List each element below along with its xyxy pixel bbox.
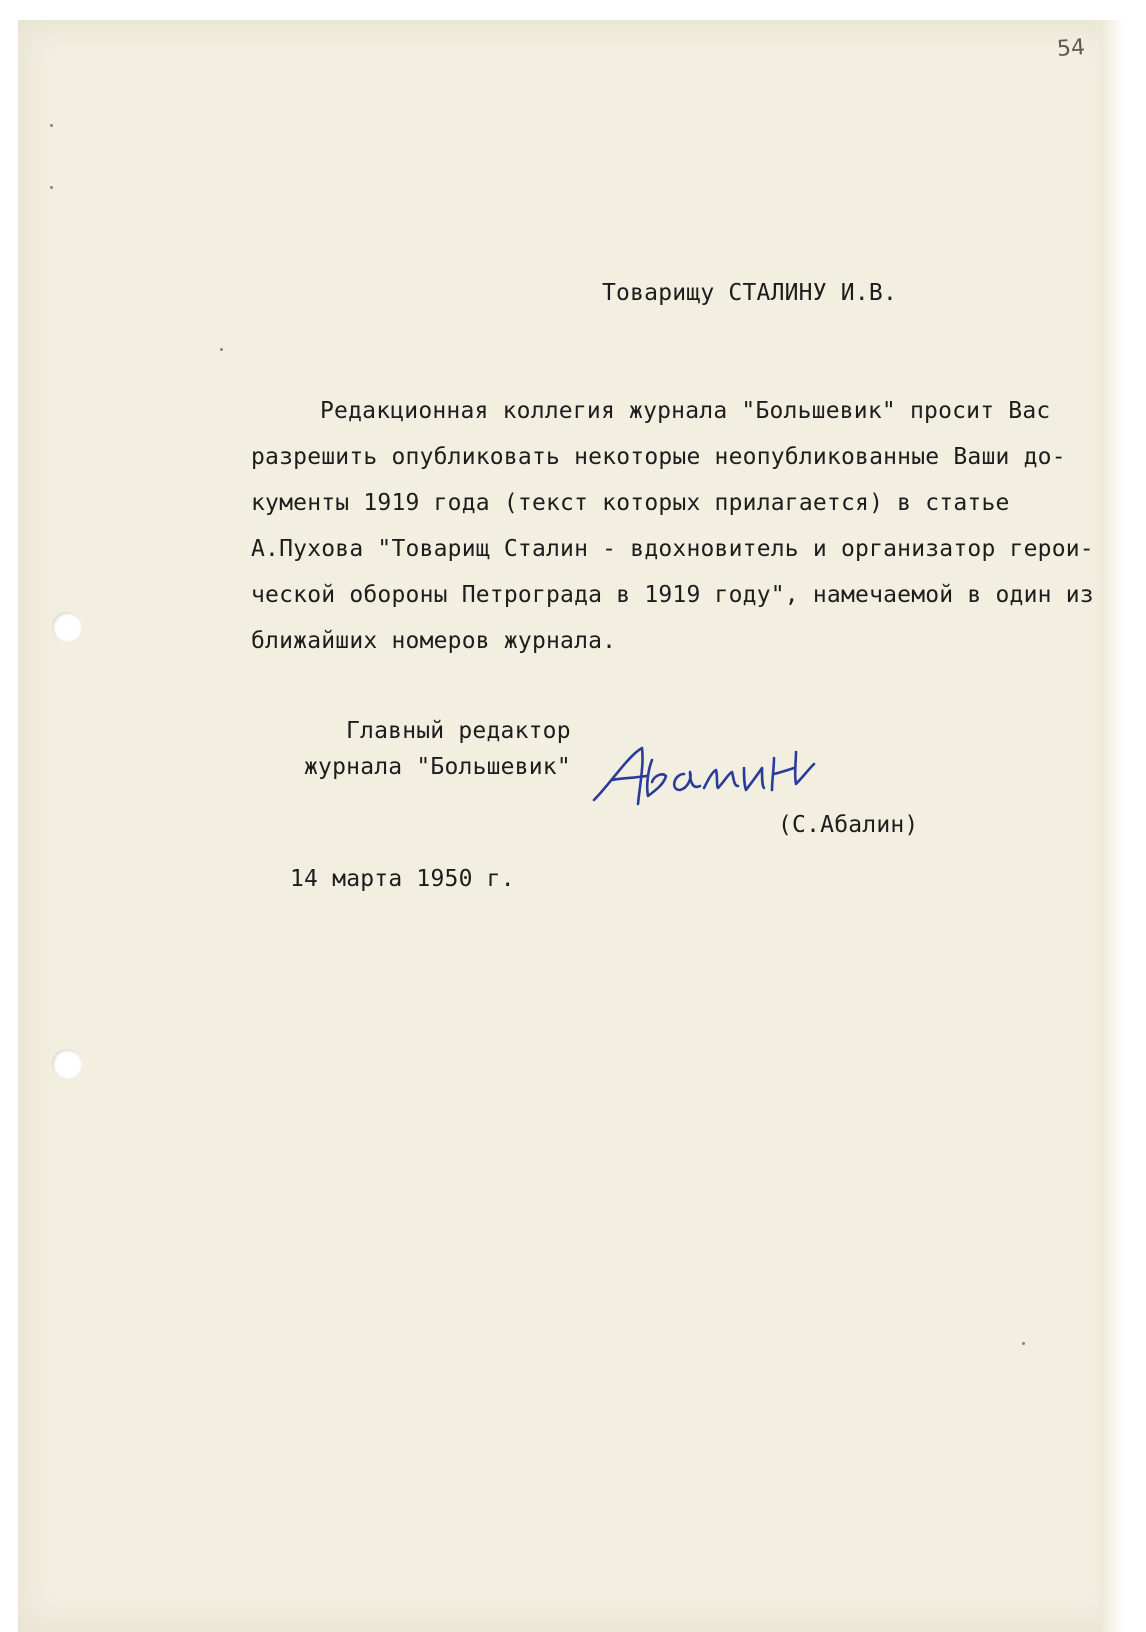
- body-line-6: ближайших номеров журнала.: [251, 628, 617, 654]
- body-line-5: ческой обороны Петрограда в 1919 году", намечаемой в один из: [251, 582, 1094, 608]
- body-line-2: разрешить опубликовать некоторые неопубликованные Ваши до-: [251, 444, 1066, 470]
- signatory-name: (С.Абалин): [778, 812, 919, 838]
- body-line-4: А.Пухова "Товарищ Сталин - вдохновитель и организатор герои-: [251, 536, 1094, 562]
- body-line-3: кументы 1919 года (текст которых прилагается) в статье: [251, 490, 1010, 516]
- body-line-1: Редакционная коллегия журнала "Большевик" просит Вас: [320, 398, 1051, 424]
- paper-speck: [1022, 1342, 1025, 1345]
- archive-page-number: 54: [1056, 35, 1086, 62]
- document-date: 14 марта 1950 г.: [290, 866, 515, 892]
- signatory-title-line1: Главный редактор: [346, 718, 571, 744]
- addressee: Товарищу СТАЛИНУ И.В.: [602, 280, 897, 306]
- paper-speck: [50, 124, 53, 127]
- punch-hole-top: [52, 612, 82, 642]
- paper-sheet: [18, 20, 1124, 1632]
- paper-speck: [50, 186, 53, 189]
- sheet-right-edge: [1100, 20, 1124, 1632]
- signatory-title-line2: журнала "Большевик": [304, 754, 571, 780]
- paper-speck: [220, 348, 223, 351]
- punch-hole-bottom: [52, 1049, 82, 1079]
